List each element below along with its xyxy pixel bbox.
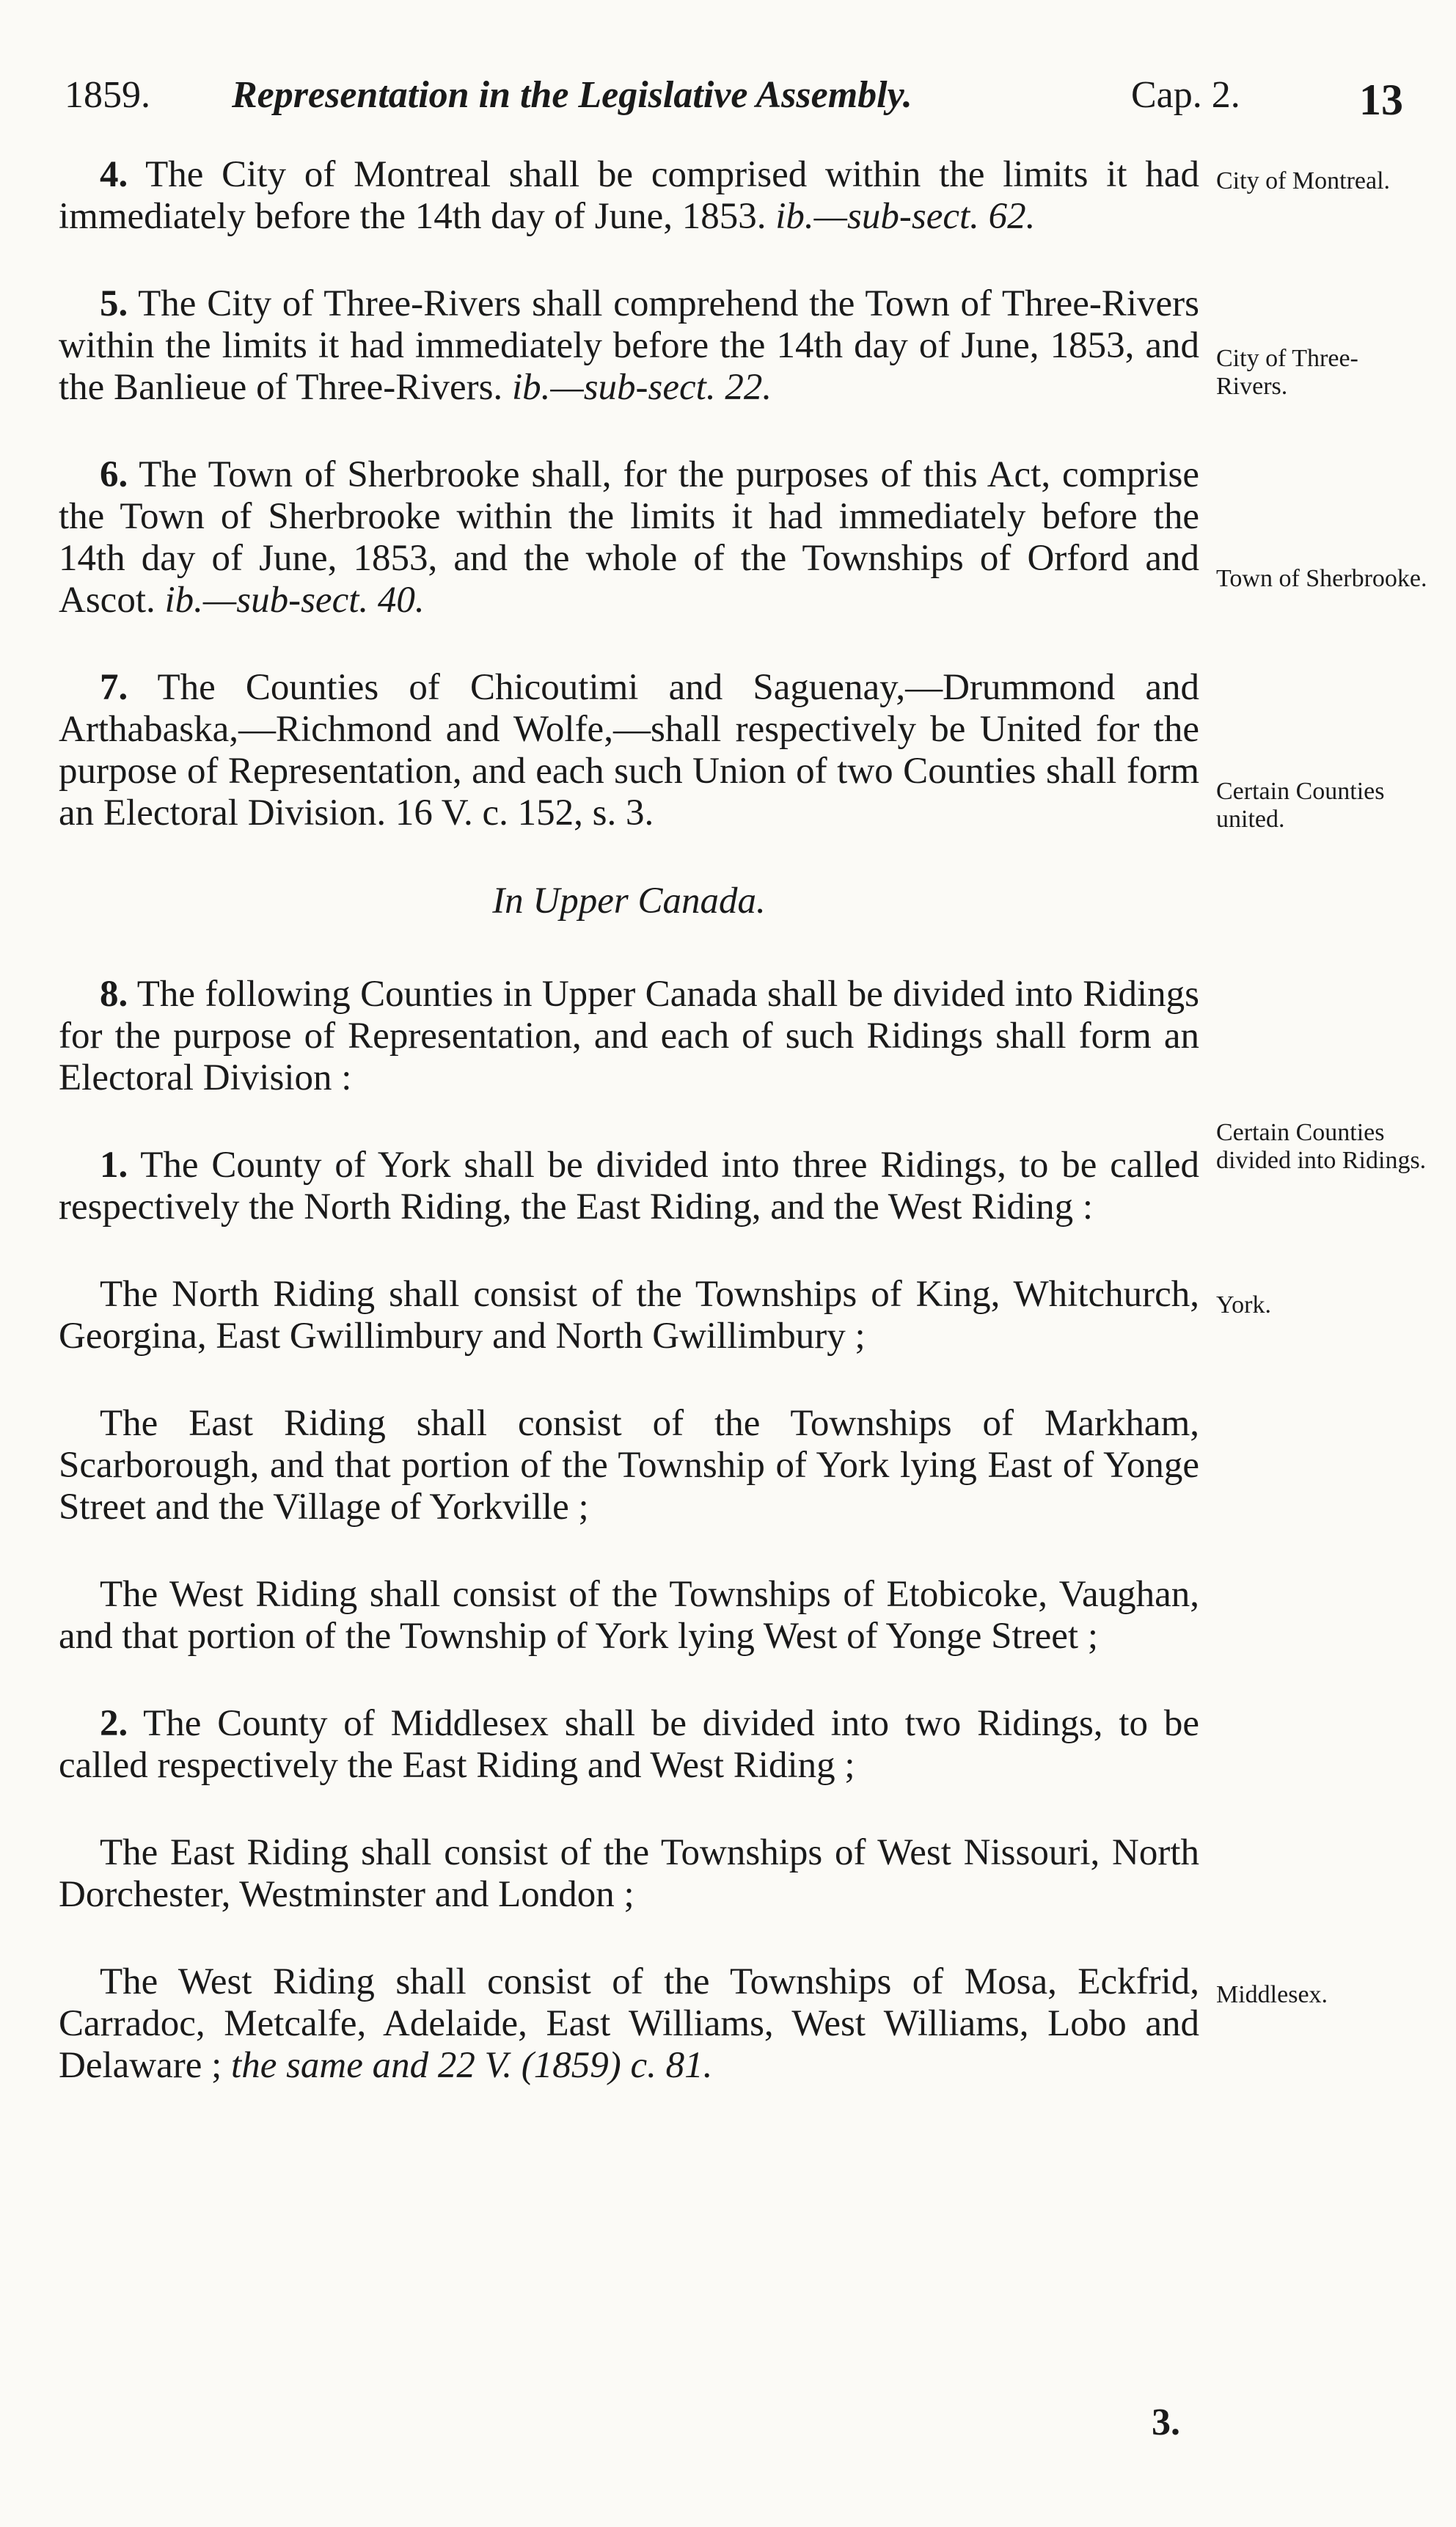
middlesex-west-riding: The West Riding shall consist of the Townships of Mosa, Eckfrid, Carradoc, Metcalfe, Adelaide, East Williams, West Williams, Lobo and Delaware ; the same and 22 V. (1859) c. 81.	[59, 1961, 1199, 2086]
margin-note-york: York.	[1216, 1291, 1271, 1319]
subheading-upper-canada: In Upper Canada.	[492, 880, 766, 922]
margin-note-montreal: City of Montreal.	[1216, 167, 1391, 194]
margin-note-counties-united: Certain Counties united.	[1216, 778, 1385, 833]
header-title: Representation in the Legislative Assembly.	[232, 74, 912, 116]
signature-mark: 3.	[1152, 2402, 1180, 2443]
page-header	[65, 68, 1414, 126]
section-4: 4. The City of Montreal shall be comprised within the limits it had immediately before the 14th day of June, 1853. ib.—sub-sect. 62.	[59, 154, 1199, 237]
york-west-riding: The West Riding shall consist of the Townships of Etobicoke, Vaughan, and that portion of the Township of York lying West of Yonge Street ;	[59, 1574, 1199, 1657]
header-year: 1859.	[65, 74, 150, 116]
document-body	[59, 154, 1199, 2132]
section-5: 5. The City of Three-Rivers shall comprehend the Town of Three-Rivers within the limits it had immediately before the 14th day of June, 1853, and the Banlieue of Three-Rivers. ib.—sub-sect. 22.	[59, 283, 1199, 408]
middlesex-east-riding: The East Riding shall consist of the Townships of West Nissouri, North Dorchester, Westminster and London ;	[59, 1832, 1199, 1915]
york-north-riding: The North Riding shall consist of the Townships of King, Whitchurch, Georgina, East Gwillimbury and North Gwillimbury ;	[59, 1274, 1199, 1357]
section-7: 7. The Counties of Chicoutimi and Saguenay,—Drummond and Arthabaska,—Richmond and Wolfe,—shall respectively be United for the purpose of Representation, and each such Union of two Counties shall form an Electoral Division. 16 V. c. 152, s. 3.	[59, 667, 1199, 834]
york-east-riding: The East Riding shall consist of the Townships of Markham, Scarborough, and that portion of the Township of York lying East of Yonge Street and the Village of Yorkville ;	[59, 1403, 1199, 1528]
margin-note-counties-divided: Certain Counties divided into Ridings.	[1216, 1119, 1427, 1174]
margin-note-middlesex: Middlesex.	[1216, 1981, 1328, 2008]
middlesex-clause: 2. The County of Middlesex shall be divided into two Ridings, to be called respectively the East Riding and West Riding ;	[59, 1703, 1199, 1786]
section-8: 8. The following Counties in Upper Canada shall be divided into Ridings for the purpose of Representation, and each of such Ridings shall form an Electoral Division :	[59, 974, 1199, 1098]
section-6: 6. The Town of Sherbrooke shall, for the purposes of this Act, comprise the Town of Sherbrooke within the limits it had immediately before the 14th day of June, 1853, and the whole of the Townships of Orford and Ascot. ib.—sub-sect. 40.	[59, 454, 1199, 621]
margin-note-sherbrooke: Town of Sherbrooke.	[1216, 565, 1427, 592]
margin-note-three-rivers: City of Three-Rivers.	[1216, 345, 1358, 400]
page-number: 13	[1359, 76, 1403, 124]
york-clause: 1. The County of York shall be divided into three Ridings, to be called respectively the North Riding, the East Riding, and the West Riding :	[59, 1145, 1199, 1228]
header-chapter: Cap. 2.	[1131, 74, 1240, 116]
